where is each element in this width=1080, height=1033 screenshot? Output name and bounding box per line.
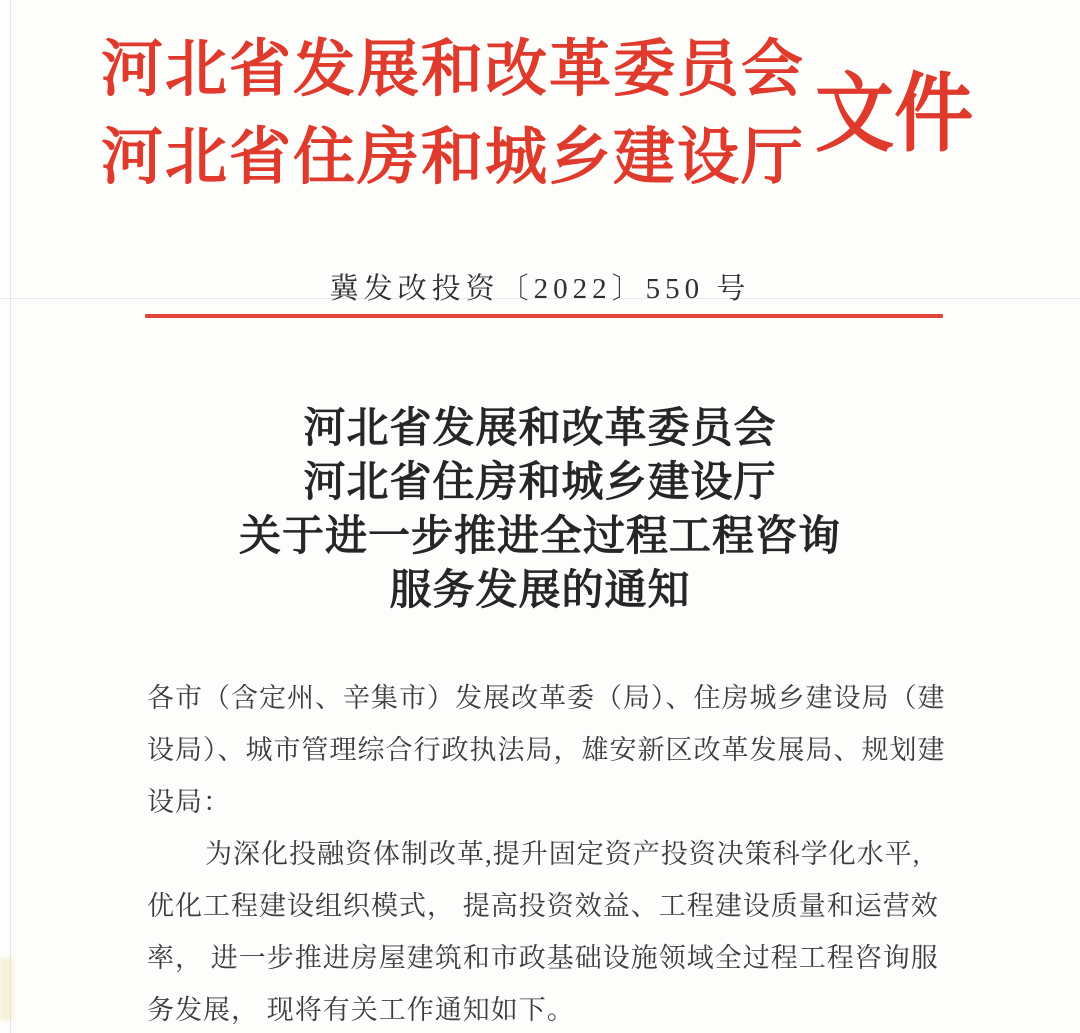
- document-number: 冀发改投资〔2022〕550 号: [329, 273, 751, 305]
- body-line: 率， 进一步推进房屋建筑和市政基础设施领域全过程工程咨询服: [147, 943, 939, 973]
- title-line: 河北省住房和城乡建设厅: [303, 460, 777, 506]
- body-line: 设局）、城市管理综合行政执法局，雄安新区改革发展局、规划建: [147, 735, 946, 765]
- org-name-line-2: 河北省住房和城乡建设厅: [100, 124, 805, 192]
- body-line: 为深化投融资体制改革,提升固定资产投资决策科学化水平,: [205, 839, 921, 869]
- document-body: [147, 672, 947, 1033]
- issuing-organizations: [93, 26, 813, 202]
- red-separator-line: [145, 314, 943, 318]
- title-line: 关于进一步推进全过程工程咨询: [238, 514, 841, 560]
- body-line: 设局：: [147, 787, 231, 817]
- scan-smudge: [0, 958, 13, 1020]
- org-name-line-1: 河北省发展和改革委员会: [100, 36, 805, 104]
- doc-type-label: 文件: [815, 66, 974, 162]
- title-line: 河北省发展和改革委员会: [303, 406, 777, 452]
- body-line: 优化工程建设组织模式， 提高投资效益、工程建设质量和运营效: [147, 891, 939, 921]
- addressee-paragraph: [147, 672, 947, 828]
- body-line: 务发展， 现将有关工作通知如下。: [147, 995, 575, 1025]
- body-line: 各市（含定州、辛集市）发展改革委（局）、住房城乡建设局（建: [147, 683, 946, 713]
- document-title: [0, 402, 1080, 618]
- intro-paragraph: [147, 828, 947, 1033]
- red-letterhead: [0, 26, 1080, 202]
- title-line: 服务发展的通知: [389, 568, 691, 614]
